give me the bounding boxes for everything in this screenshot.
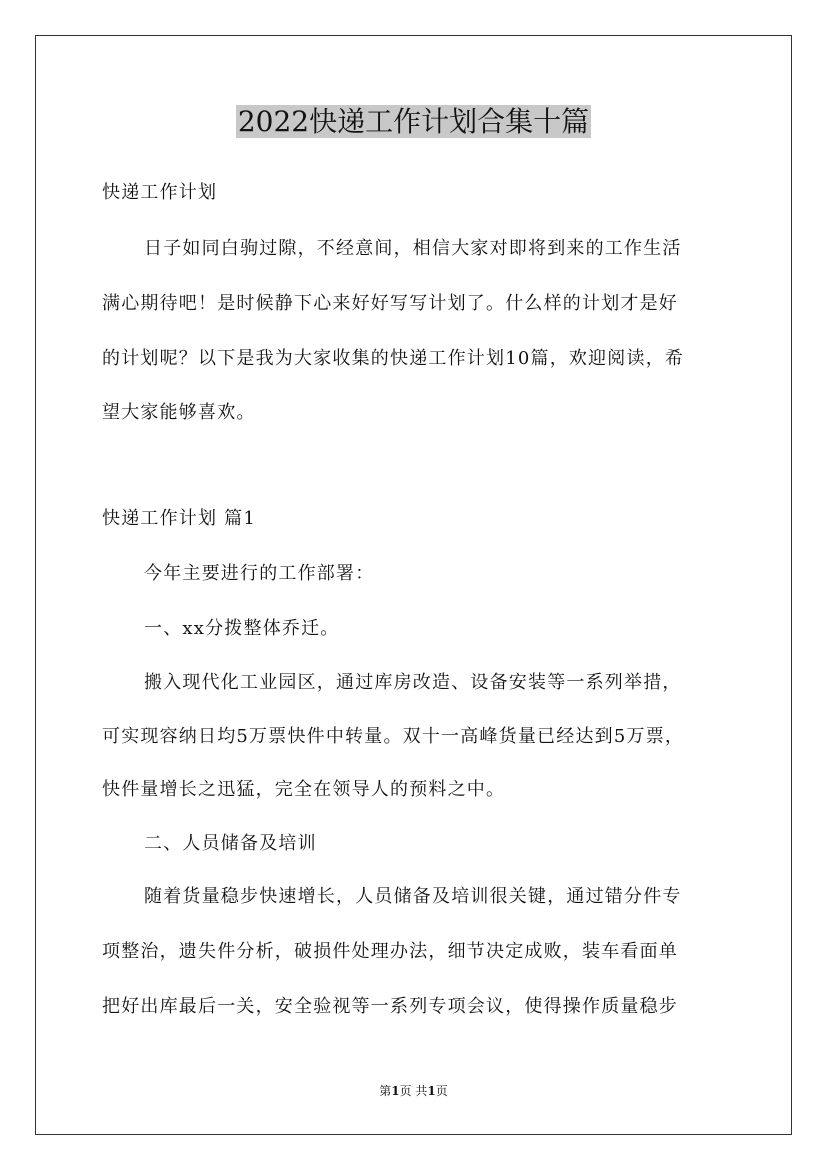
- paragraph-line: 一、xx分拨整体乔迁。: [144, 618, 340, 639]
- paragraph-line: 二、人员储备及培训: [144, 833, 317, 854]
- document-title-text: 2022快递工作计划合集十篇: [237, 105, 590, 138]
- footer-page-suffix: 页: [435, 1084, 448, 1098]
- paragraph-line: 搬入现代化工业园区，通过库房改造、设备安装等一系列举措，: [144, 672, 682, 693]
- footer-page-prefix: 第: [379, 1084, 392, 1098]
- paragraph-line: 项整治，遗失件分析，破损件处理办法，细节决定成败，装车看面单: [102, 941, 678, 962]
- paragraph-line: 今年主要进行的工作部署：: [144, 563, 375, 584]
- section-heading: 快递工作计划 篇1: [102, 508, 256, 529]
- footer-page-mid: 页 共: [399, 1084, 428, 1098]
- paragraph-line: 快件量增长之迅猛，完全在领导人的预料之中。: [102, 779, 506, 800]
- paragraph-line: 可实现容纳日均5万票快件中转量。双十一高峰货量已经达到5万票，: [102, 726, 685, 747]
- section-heading: 快递工作计划: [102, 182, 218, 203]
- paragraph-line: 随着货量稳步快速增长，人员储备及培训很关键，通过错分件专: [144, 886, 682, 907]
- document-title: [0, 102, 827, 142]
- footer-page-current: 1: [391, 1084, 400, 1098]
- page-footer: [0, 1083, 827, 1099]
- footer-page-total: 1: [427, 1084, 436, 1098]
- paragraph-line: 望大家能够喜欢。: [102, 402, 256, 423]
- paragraph-line: 的计划呢？以下是我为大家收集的快递工作计划10篇，欢迎阅读，希: [102, 348, 685, 369]
- paragraph-line: 把好出库最后一关，安全验视等一系列专项会议，使得操作质量稳步: [102, 996, 678, 1017]
- paragraph-line: 日子如同白驹过隙，不经意间，相信大家对即将到来的工作生活: [144, 238, 682, 259]
- paragraph-line: 满心期待吧！是时候静下心来好好写写计划了。什么样的计划才是好: [102, 293, 678, 314]
